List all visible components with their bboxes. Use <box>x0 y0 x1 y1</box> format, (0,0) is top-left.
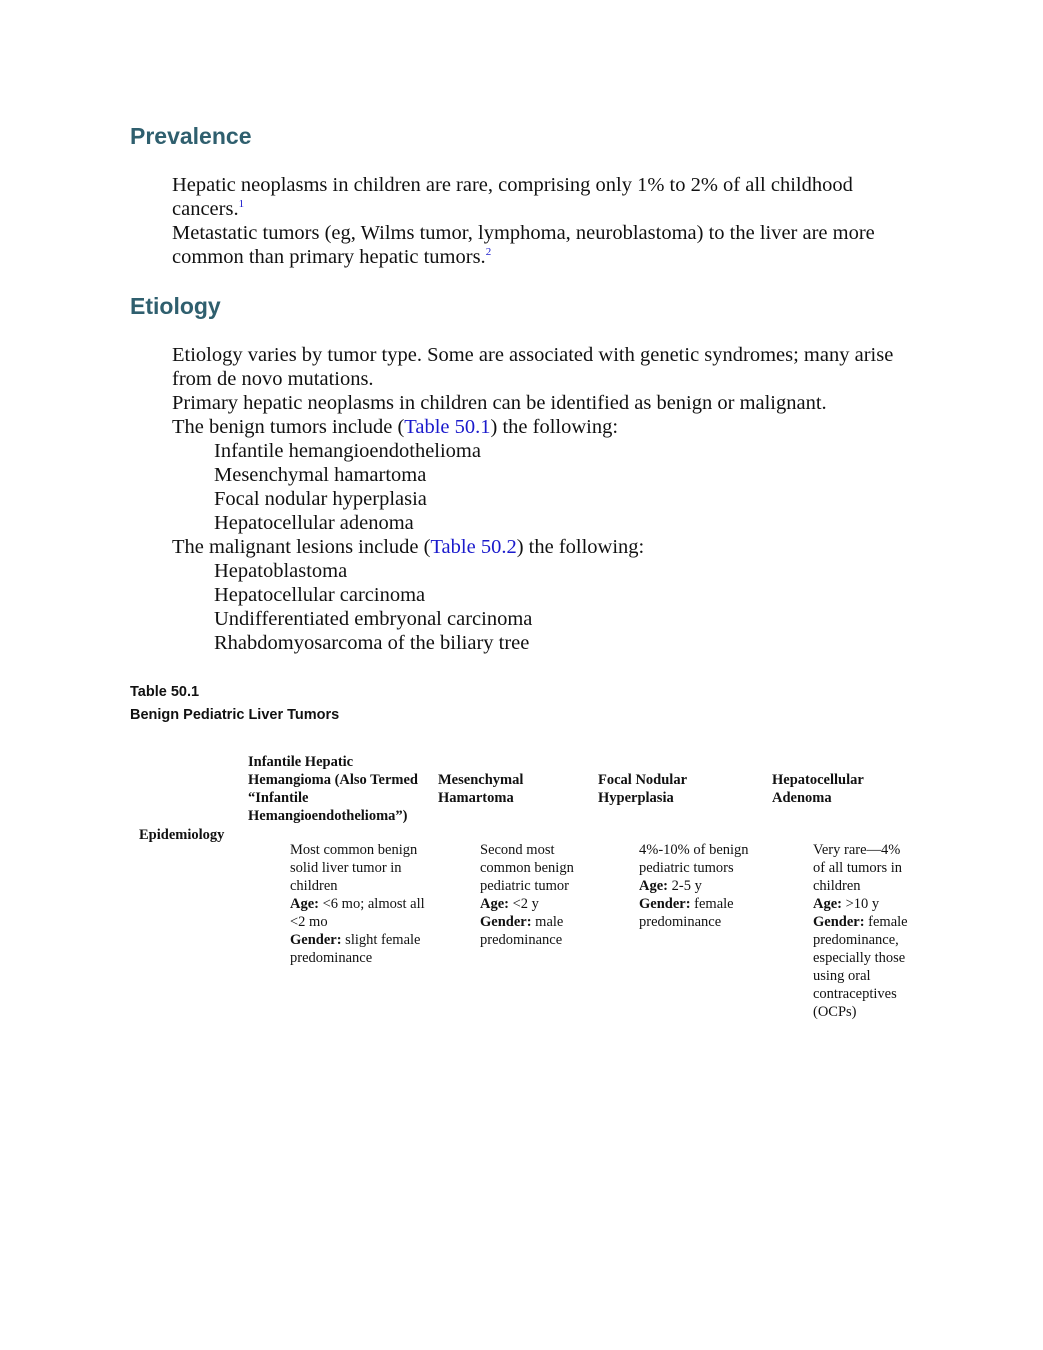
prevalence-paragraph-1: Hepatic neoplasms in children are rare, comprising only 1% to 2% of all childhood cancers.$^1$ <box>172 174 853 220</box>
reference-2-link[interactable]: 2 <box>485 246 492 259</box>
malignant-list-item: Hepatoblastoma <box>214 560 348 582</box>
prevalence-paragraph-2: Metastatic tumors (eg, Wilms tumor, lymphoma, neuroblastoma) to the liver are more common than primary hepatic tumors.$^2$ <box>172 222 875 268</box>
table-cell: Second most common benign pediatric tumor Age: <2 y Gender: male predominance <box>480 842 574 948</box>
etiology-paragraph-1: Etiology varies by tumor type. Some are associated with genetic syndromes; many arise from de novo mutations. <box>172 344 894 390</box>
table-50-2-link[interactable]: Table 50.2 <box>430 536 517 558</box>
table-cell: 4%-10% of benign pediatric tumors Age: 2-5 y Gender: female predominance <box>639 842 749 930</box>
column-header-hepatocellular-adenoma: Hepatocellular Adenoma <box>772 772 864 806</box>
row-header-epidemiology: Epidemiology <box>139 827 225 843</box>
prevalence-body <box>172 173 912 269</box>
benign-list <box>172 439 922 535</box>
table-title: Benign Pediatric Liver Tumors <box>130 707 340 723</box>
benign-list-item: Infantile hemangioendothelioma <box>214 440 481 462</box>
benign-intro: The benign tumors include (Table 50.1) the following: <box>172 416 619 438</box>
table-cell: Most common benign solid liver tumor in children Age: <6 mo; almost all <2 mo Gender: slight female predominance <box>290 842 425 966</box>
etiology-heading: Etiology <box>130 293 221 319</box>
malignant-list <box>172 559 922 655</box>
benign-list-item: Focal nodular hyperplasia <box>214 488 427 510</box>
malignant-list-item: Rhabdomyosarcoma of the biliary tree <box>214 632 530 654</box>
table-50-1-link[interactable]: Table 50.1 <box>404 416 491 438</box>
benign-list-item: Hepatocellular adenoma <box>214 512 414 534</box>
benign-list-item: Mesenchymal hamartoma <box>214 464 427 486</box>
etiology-paragraph-2: Primary hepatic neoplasms in children can be identified as benign or malignant. <box>172 392 827 414</box>
table-cell: Very rare—4% of all tumors in children Age: >10 y Gender: female predominance, especially those using oral contraceptives (OCPs) <box>813 842 908 1020</box>
table-number: Table 50.1 <box>130 684 200 700</box>
etiology-body <box>172 343 922 655</box>
column-header-focal-nodular-hyperplasia: Focal Nodular Hyperplasia <box>598 772 687 806</box>
reference-1-link[interactable]: 1 <box>238 198 245 211</box>
column-header-mesenchymal-hamartoma: Mesenchymal Hamartoma <box>438 772 524 806</box>
malignant-intro: The malignant lesions include (Table 50.2) the following: <box>172 536 645 558</box>
column-header-infantile-hemangioma: Infantile Hepatic Hemangioma (Also Termed “Infantile Hemangioendothelioma”) <box>248 754 418 824</box>
malignant-list-item: Undifferentiated embryonal carcinoma <box>214 608 533 630</box>
prevalence-heading: Prevalence <box>130 123 252 149</box>
malignant-list-item: Hepatocellular carcinoma <box>214 584 426 606</box>
